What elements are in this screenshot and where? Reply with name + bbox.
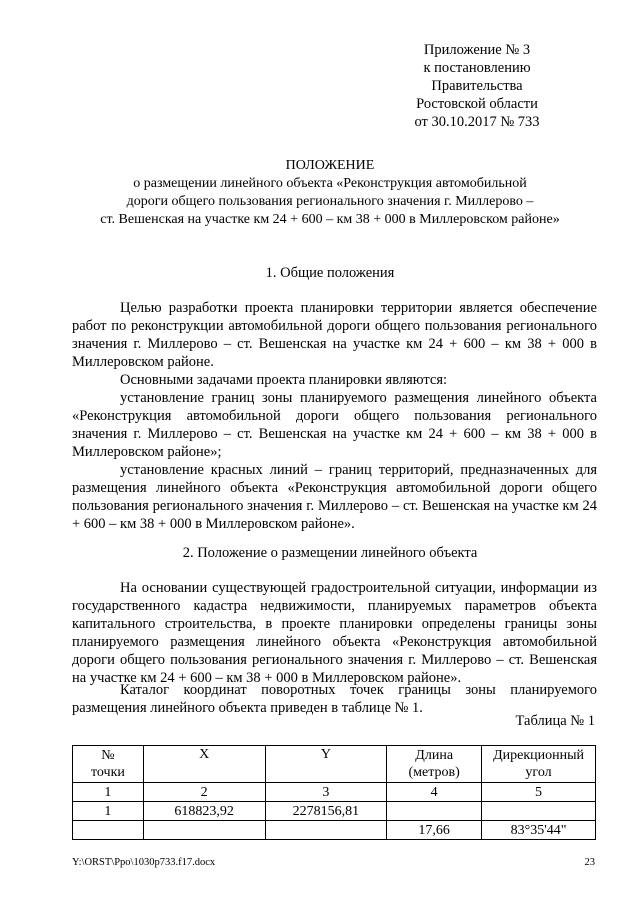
section2-paragraph-1: На основании существующей градостроительной ситуации, информации из государственного кадастра недвижимости, планируемых параметров объекта капитального строительства, в проекте планировки определены границы зоны планируемого размещения линейного объекта «Реконструкция автомобильной дороги общего пользования регионального значения г. Миллерово – ст. Вешенская на участке км 24 + 600 – км 38 + 000 в Миллеровском районе».: [72, 580, 597, 686]
title-line: ст. Вешенская на участке км 24 + 600 – км 38 + 000 в Миллеровском районе»: [100, 212, 560, 227]
section1-paragraph-4: установление красных линий – границ территорий, предназначенных для размещения линейного объекта «Реконструкция автомобильной дороги общего пользования регионального значения г. Миллерово – ст. Вешенская на участке км 24 + 600 – км 38 + 000 в Миллеровском районе».: [72, 462, 597, 532]
table-cell: 1: [73, 783, 144, 802]
section1-paragraph-1: Целью разработки проекта планировки территории является обеспечение работ по реконструкции автомобильной дороги общего пользования регионального значения г. Миллерово – ст. Вешенская на участке км 24 + 600 – км 38 + 000 в Миллеровском районе.: [72, 300, 597, 370]
table-cell: 618823,92: [143, 802, 265, 821]
table-cell: [73, 821, 144, 840]
table-cell: 5: [482, 783, 596, 802]
section1-paragraph-2: Основными задачами проекта планировки являются:: [120, 372, 448, 388]
table-header-cell: Y: [265, 746, 387, 783]
title-heading: ПОЛОЖЕНИЕ: [285, 158, 375, 173]
footer-page-number: 23: [584, 857, 595, 868]
document-title: [60, 157, 600, 229]
table-label: Таблица № 1: [515, 713, 595, 729]
table-cell: 1: [73, 802, 144, 821]
table-cell: 3: [265, 783, 387, 802]
title-line: о размещении линейного объекта «Реконструкция автомобильной: [133, 176, 527, 191]
table-cell: [387, 802, 482, 821]
table-header-row: [73, 746, 596, 783]
table-row: [73, 802, 596, 821]
coordinates-table: [72, 745, 596, 840]
appendix-block: [367, 41, 587, 131]
section1-paragraph-3: установление границ зоны планируемого размещения линейного объекта «Реконструкция автомобильной дороги общего пользования регионального значения г. Миллерово – ст. Вешенская на участке км 24 + 600 – км 38 + 000 в Миллеровском районе»;: [72, 390, 597, 460]
appendix-line: Правительства: [431, 78, 523, 94]
table-cell: 83°35'44": [482, 821, 596, 840]
table-number-row: [73, 783, 596, 802]
section1-heading: 1. Общие положения: [265, 265, 395, 281]
table-cell: [265, 821, 387, 840]
table-cell: 17,66: [387, 821, 482, 840]
section2-heading: 2. Положение о размещении линейного объекта: [182, 545, 478, 561]
section2-paragraph-2: Каталог координат поворотных точек границы зоны планируемого размещения линейного объекта приведен в таблице № 1.: [72, 682, 597, 716]
title-line: дороги общего пользования регионального значения г. Миллерово –: [126, 194, 534, 209]
table-cell: [143, 821, 265, 840]
appendix-line: Ростовской области: [416, 96, 538, 112]
table-cell: [482, 802, 596, 821]
appendix-line: от 30.10.2017 № 733: [414, 114, 540, 130]
table-header-cell: № точки: [73, 746, 144, 783]
table-row: [73, 821, 596, 840]
table-header-cell: X: [143, 746, 265, 783]
table-header-cell: Длина (метров): [387, 746, 482, 783]
table-cell: 2: [143, 783, 265, 802]
table-cell: 4: [387, 783, 482, 802]
footer-file-path: Y:\ORST\Ppo\1030p733.f17.docx: [72, 857, 216, 868]
table-cell: 2278156,81: [265, 802, 387, 821]
appendix-line: к постановлению: [423, 60, 531, 76]
appendix-line: Приложение № 3: [423, 42, 531, 58]
table-header-cell: Дирекционный угол: [482, 746, 596, 783]
